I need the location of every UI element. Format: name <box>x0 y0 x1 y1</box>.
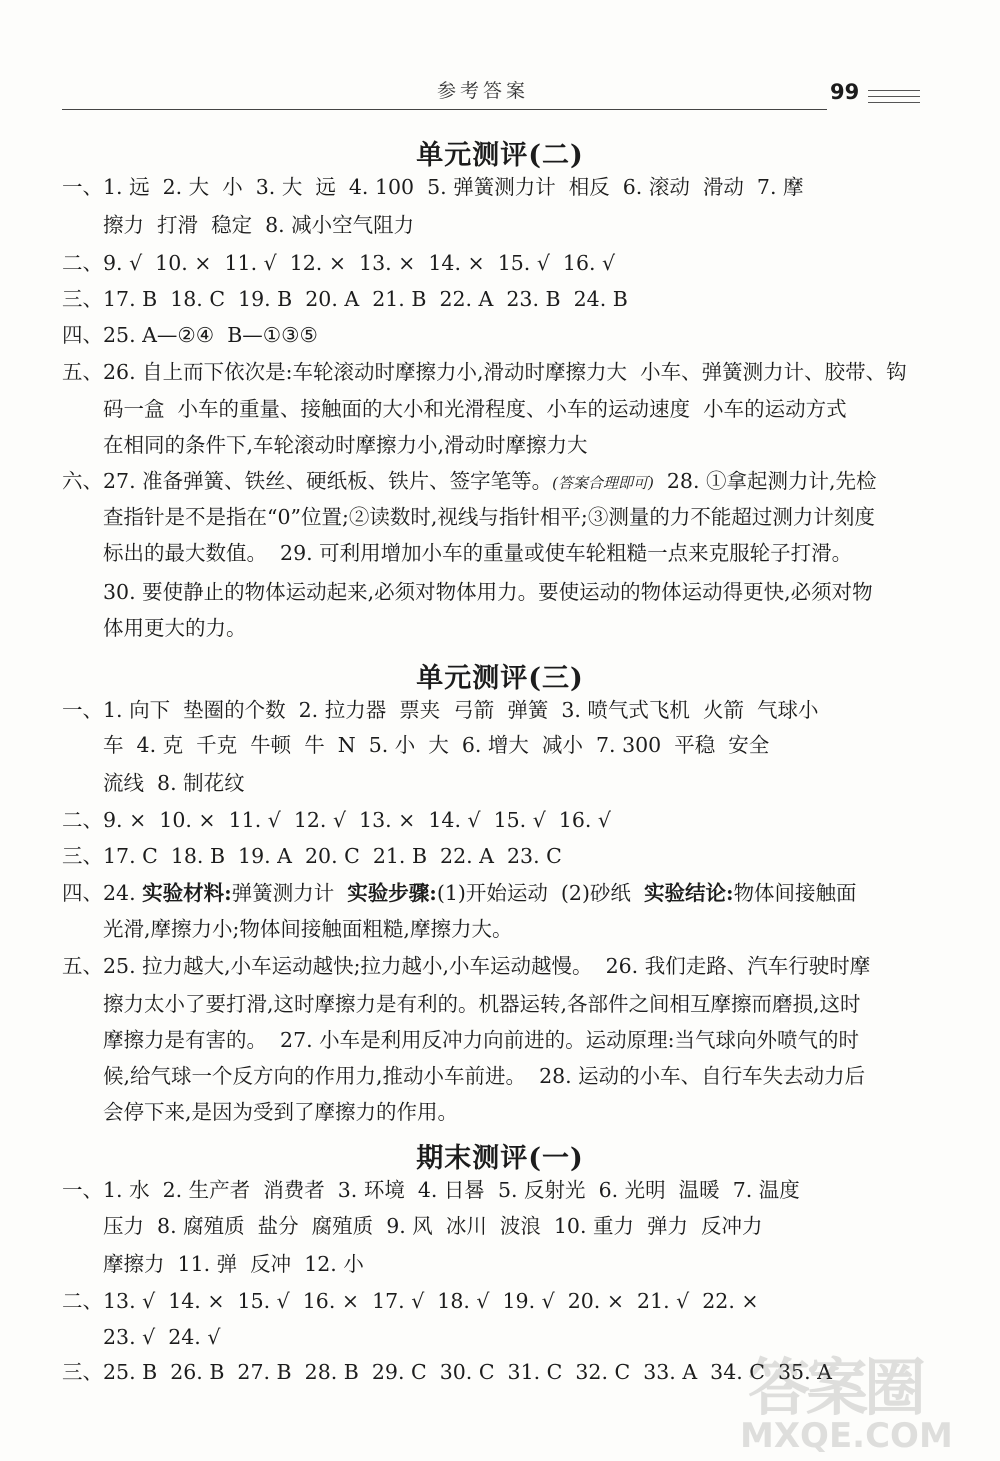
site-watermark <box>740 1338 990 1458</box>
answer-line: 光滑,摩擦力小;物体间接触面粗糙,摩擦力大。 <box>103 917 513 941</box>
answer-line: 查指针是不是指在“0”位置;②读数时,视线与指针相平;③测量的力不能超过测力计刻度 <box>103 505 875 529</box>
keyword-label: 实验材料: <box>142 881 232 905</box>
keyword-label: 实验步骤: <box>347 881 437 905</box>
answer-note: (答案合理即可) <box>552 474 654 492</box>
answer-line: 会停下来,是因为受到了摩擦力的作用。 <box>103 1100 459 1124</box>
watermark-logo: 答案圈 <box>748 1351 923 1424</box>
answer-line: 候,给气球一个反方向的作用力,推动小车前进。 28. 运动的小车、自行车失去动力后 <box>103 1064 866 1088</box>
answer-line: 擦力 打滑 稳定 8. 减小空气阻力 <box>103 213 415 237</box>
answer-line: 一、1. 远 2. 大 小 3. 大 远 4. 100 5. 弹簧测力计 相反 6. 滚动 滑动 7. 摩 <box>62 175 804 199</box>
answer-line: 五、26. 自上而下依次是:车轮滚动时摩擦力小,滑动时摩擦力大 小车、弹簧测力计、胶带、钩 <box>62 360 907 384</box>
answer-line: 30. 要使静止的物体运动起来,必须对物体用力。要使运动的物体运动得更快,必须对物 <box>103 580 873 604</box>
answer-line: 压力 8. 腐殖质 盐分 腐殖质 9. 风 冰川 波浪 10. 重力 弹力 反冲力 <box>103 1214 763 1238</box>
answer-line: 一、1. 向下 垫圈的个数 2. 拉力器 票夹 弓箭 弹簧 3. 喷气式飞机 火箭 气球小 <box>62 698 819 722</box>
answer-line: 四、24. 实验材料:弹簧测力计 实验步骤:(1)开始运动 (2)砂纸 实验结论:物体间接触面 <box>62 881 857 905</box>
section-title: 单元测评(三) <box>416 663 584 694</box>
answer-line: 体用更大的力。 <box>103 616 247 640</box>
answer-line: 流线 8. 制花纹 <box>103 771 245 795</box>
answer-line: 二、9. √ 10. × 11. √ 12. × 13. × 14. × 15. √ 16. √ <box>62 251 616 275</box>
header-title: 参考答案 <box>437 80 530 102</box>
section-title: 期末测评(一) <box>416 1143 584 1174</box>
answer-line: 三、17. C 18. B 19. A 20. C 21. B 22. A 23. C <box>62 844 562 868</box>
header-rule <box>62 109 827 110</box>
keyword-label: 实验结论: <box>643 881 734 905</box>
header-decoration <box>868 90 920 108</box>
page-header <box>62 70 922 110</box>
answer-line: 摩擦力 11. 弹 反冲 12. 小 <box>103 1252 364 1276</box>
answer-line: 一、1. 水 2. 生产者 消费者 3. 环境 4. 日晷 5. 反射光 6. 光明 温暖 7. 温度 <box>62 1178 800 1202</box>
section-title: 单元测评(二) <box>416 140 584 171</box>
answer-line: 在相同的条件下,车轮滚动时摩擦力小,滑动时摩擦力大 <box>103 433 588 457</box>
answer-line: 车 4. 克 千克 牛顿 牛 N 5. 小 大 6. 增大 减小 7. 300 平稳 安全 <box>103 733 770 757</box>
answer-line: 三、25. B 26. B 27. B 28. B 29. C 30. C 31. C 32. C 33. A 34. C 35. A <box>62 1360 832 1384</box>
answer-line: 三、17. B 18. C 19. B 20. A 21. B 22. A 23. B 24. B <box>62 287 628 311</box>
answer-line: 23. √ 24. √ <box>103 1325 221 1349</box>
answer-line: 擦力太小了要打滑,这时摩擦力是有利的。机器运转,各部件之间相互摩擦而磨损,这时 <box>103 992 861 1016</box>
answer-line: 四、25. A—②④ B—①③⑤ <box>62 323 318 347</box>
page-number: 99 <box>830 80 860 104</box>
answer-line: 二、13. √ 14. × 15. √ 16. × 17. √ 18. √ 19. √ 20. × 21. √ 22. × <box>62 1289 759 1313</box>
answer-line: 二、9. × 10. × 11. √ 12. √ 13. × 14. √ 15. √ 16. √ <box>62 808 611 832</box>
answer-line: 六、27. 准备弹簧、铁丝、硬纸板、铁片、签字笔等。(答案合理即可) 28. ①拿起测力计,先检 <box>62 469 877 493</box>
answer-line: 摩擦力是有害的。 27. 小车是利用反冲力向前进的。运动原理:当气球向外喷气的时 <box>103 1028 860 1052</box>
watermark-url: MXQE.COM <box>740 1416 953 1456</box>
answer-line: 五、25. 拉力越大,小车运动越快;拉力越小,小车运动越慢。 26. 我们走路、汽车行驶时摩 <box>62 954 871 978</box>
answer-line: 标出的最大数值。 29. 可利用增加小车的重量或使车轮粗糙一点来克服轮子打滑。 <box>103 541 853 565</box>
answer-line: 码一盒 小车的重量、接触面的大小和光滑程度、小车的运动速度 小车的运动方式 <box>103 397 847 421</box>
